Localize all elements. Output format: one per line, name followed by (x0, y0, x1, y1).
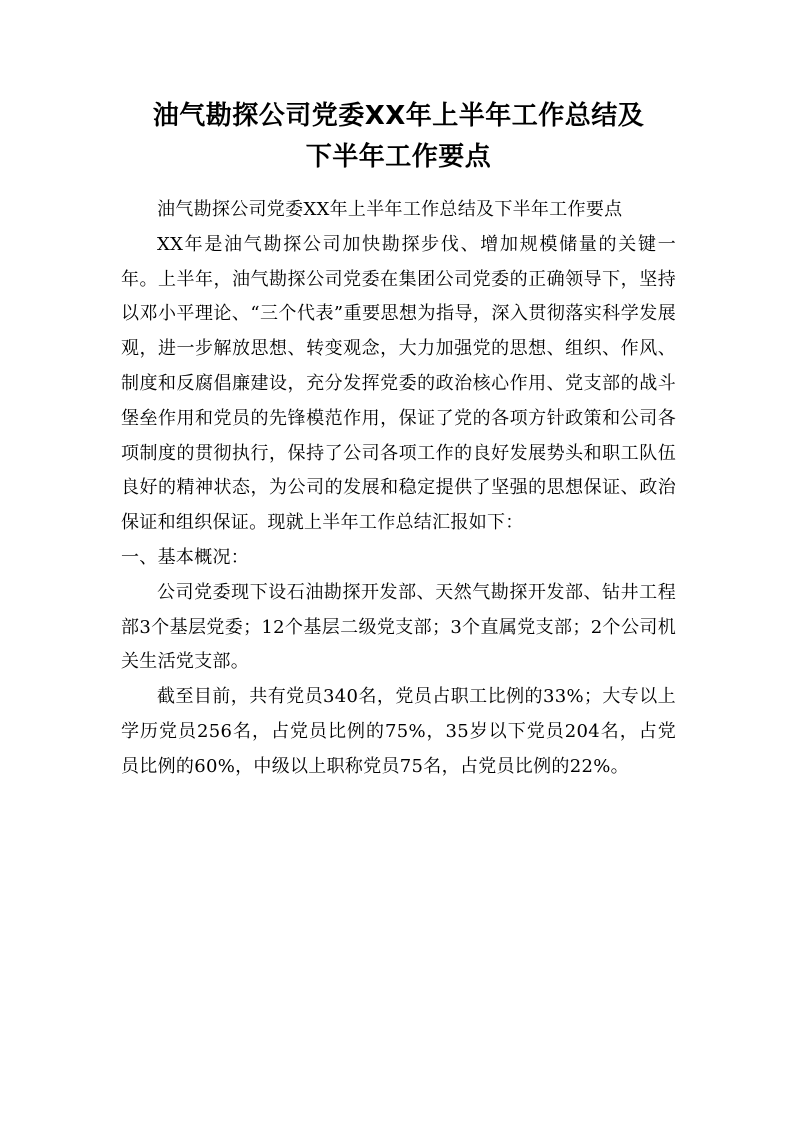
structure-paragraph: 公司党委现下设石油勘探开发部、天然气勘探开发部、钻井工程部3个基层党委；12个基层二级党支部；3个直属党支部；2个公司机关生活党支部。 (121, 581, 676, 673)
title-line-1: 油气勘探公司党委XX年上半年工作总结及 (152, 101, 645, 131)
membership-paragraph: 截至目前，共有党员340名，党员占职工比例的33%；大专以上学历党员256名，占党员比例的75%，35岁以下党员204名，占党员比例的60%，中级以上职称党员75名，占党员比例的22%。 (121, 686, 676, 777)
intro-paragraph: XX年是油气勘探公司加快勘探步伐、增加规模储量的关键一年。上半年，油气勘探公司党委在集团公司党委的正确领导下，坚持以邓小平理论、“三个代表”重要思想为指导，深入贯彻落实科学发展观，进一步解放思想、转变观念，大力加强党的思想、组织、作风、制度和反腐倡廉建设，充分发挥党委的政治核心作用、党支部的战斗堡垒作用和党员的先锋模范作用，保证了党的各项方针政策和公司各项制度的贯彻执行，保持了公司各项工作的良好发展势头和职工队伍良好的精神状态，为公司的发展和稳定提供了坚强的思想保证、政治保证和组织保证。现就上半年工作总结汇报如下： (121, 233, 676, 534)
title-line-2: 下半年工作要点 (305, 142, 492, 172)
section-heading: 一、基本概况： (121, 546, 250, 568)
document-title (121, 96, 676, 178)
subtitle-paragraph: 油气勘探公司党委XX年上半年工作总结及下半年工作要点 (157, 199, 623, 220)
document-body (121, 193, 676, 785)
